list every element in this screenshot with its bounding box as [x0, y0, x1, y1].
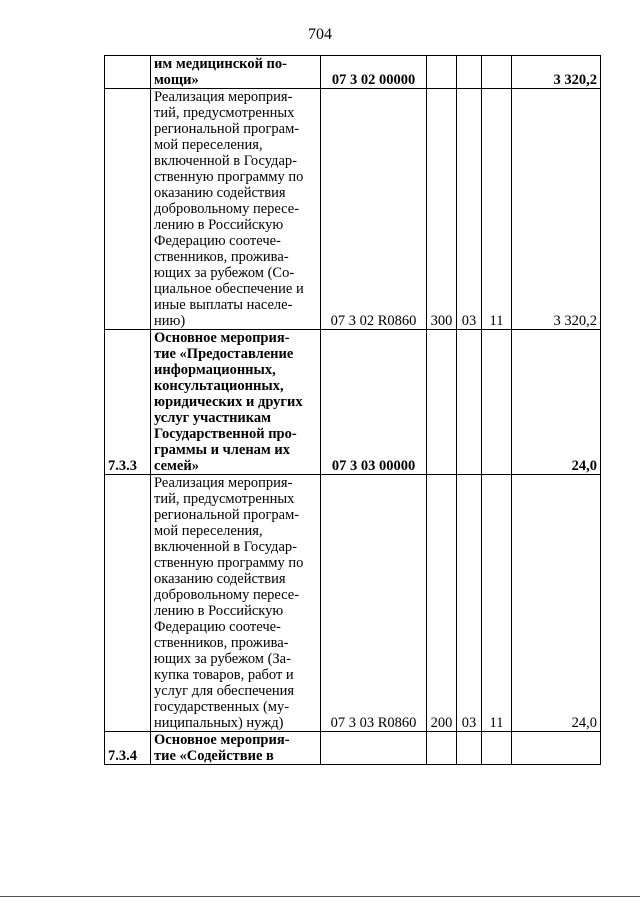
- page-bottom-rule: [0, 896, 640, 897]
- expense-type: [427, 732, 457, 765]
- target-code: 07 3 02 R0860: [321, 89, 427, 330]
- table-row: [105, 475, 601, 732]
- item-number: 7.3.3: [105, 330, 151, 475]
- amount: 3 320,2: [512, 56, 601, 89]
- expense-type: [427, 330, 457, 475]
- item-name: Реализация мероприя- тий, предусмотренных региональной програм- мой переселения, включенной в Государ- ственную программу по оказанию содействия добровольному пересе- лению в Российскую Федерацию соотече- ственников, прожива- ющих за рубежом (За- купка товаров, работ и услуг для обеспечения государственных (му- ниципальных) нужд): [151, 475, 321, 732]
- item-number: 7.3.4: [105, 732, 151, 765]
- item-name: Основное мероприя- тие «Содействие в: [151, 732, 321, 765]
- target-code: 07 3 03 R0860: [321, 475, 427, 732]
- expense-type: 300: [427, 89, 457, 330]
- amount: 3 320,2: [512, 89, 601, 330]
- section: [457, 330, 482, 475]
- item-name: Реализация мероприя- тий, предусмотренных региональной програм- мой переселения, включенной в Государ- ственную программу по оказанию содействия добровольному пересе- лению в Российскую Федерацию соотече- ственников, проживa- ющих за рубежом (Со- циальное обеспечение и иные выплаты населе- нию): [151, 89, 321, 330]
- table-row: [105, 56, 601, 89]
- section: [457, 732, 482, 765]
- subsection: [482, 732, 512, 765]
- item-name: Основное мероприя- тие «Предоставление информационных, консультационных, юридических и других услуг участникам Государственной про- граммы и членам их семей»: [151, 330, 321, 475]
- expense-type: [427, 56, 457, 89]
- item-number: [105, 56, 151, 89]
- item-number: [105, 475, 151, 732]
- table-row: [105, 330, 601, 475]
- amount: 24,0: [512, 475, 601, 732]
- subsection: [482, 56, 512, 89]
- subsection: 11: [482, 475, 512, 732]
- table-row: [105, 732, 601, 765]
- subsection: [482, 330, 512, 475]
- budget-table: [104, 55, 601, 765]
- target-code: 07 3 03 00000: [321, 330, 427, 475]
- amount: 24,0: [512, 330, 601, 475]
- subsection: 11: [482, 89, 512, 330]
- item-name: им медицинской по- мощи»: [151, 56, 321, 89]
- item-number: [105, 89, 151, 330]
- table-row: [105, 89, 601, 330]
- section: [457, 56, 482, 89]
- target-code: [321, 732, 427, 765]
- section: 03: [457, 89, 482, 330]
- expense-type: 200: [427, 475, 457, 732]
- section: 03: [457, 475, 482, 732]
- page-number: 704: [308, 26, 332, 43]
- target-code: 07 3 02 00000: [321, 56, 427, 89]
- amount: [512, 732, 601, 765]
